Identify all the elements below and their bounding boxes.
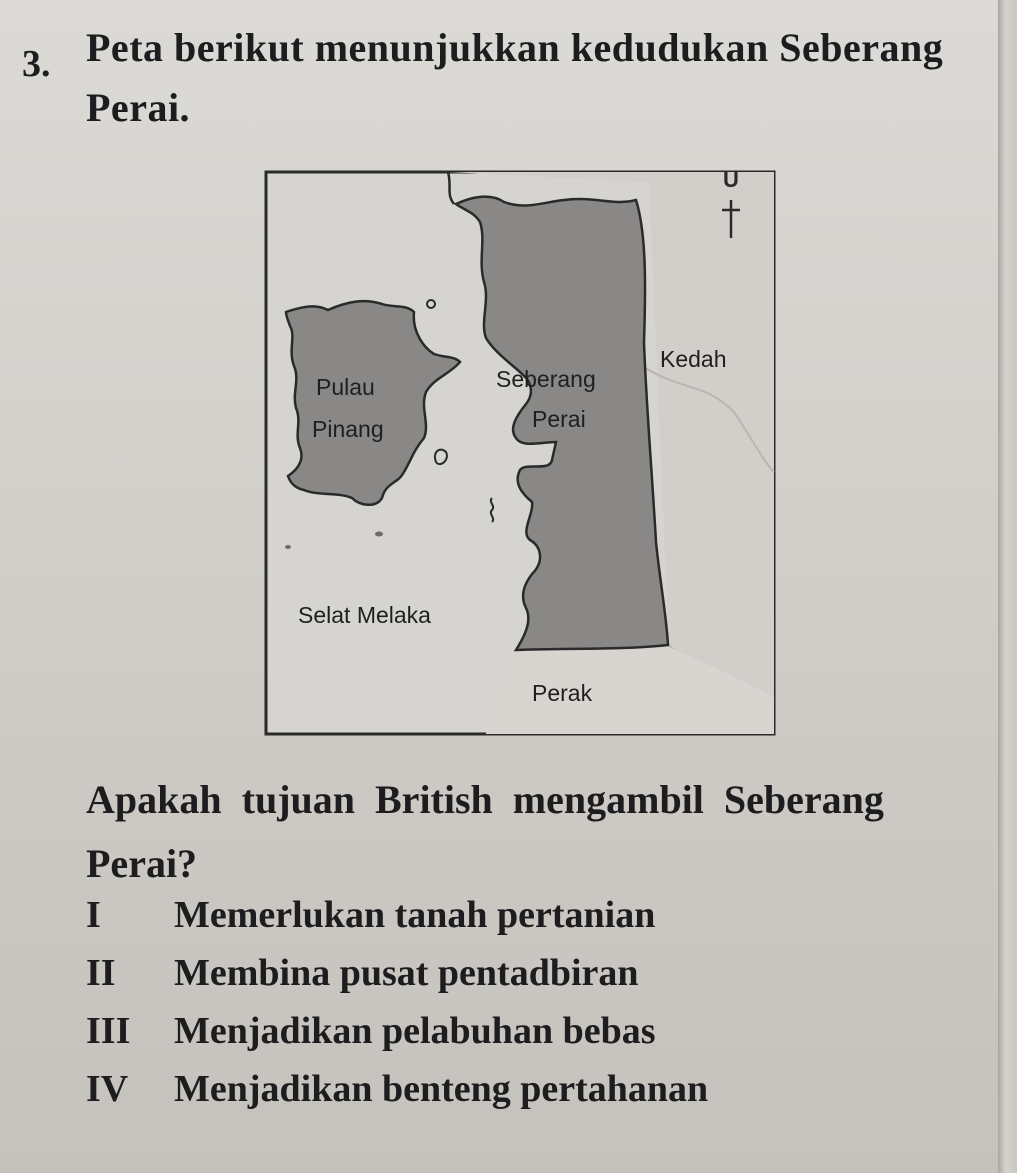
- option-ii: [86, 954, 639, 992]
- option-text: Menjadikan benteng pertahanan: [174, 1068, 709, 1110]
- islet: [285, 545, 291, 549]
- option-iv: [86, 1070, 708, 1108]
- option-numeral: I: [86, 894, 101, 936]
- option-text: Membina pusat pentadbiran: [174, 952, 639, 994]
- islet: [375, 532, 383, 537]
- option-i: [86, 896, 655, 934]
- option-iii: [86, 1012, 656, 1050]
- label-pulau: Pulau: [316, 374, 375, 400]
- question-intro: Peta berikut menunjukkan kedudukan Seberang Perai.: [86, 25, 944, 130]
- option-numeral: IV: [86, 1068, 129, 1110]
- question-text: Apakah tujuan British mengambil Seberang Perai?: [86, 777, 884, 886]
- islet: [427, 300, 435, 308]
- label-pinang: Pinang: [312, 416, 384, 442]
- option-text: Menjadikan pelabuhan bebas: [174, 1010, 656, 1052]
- label-kedah: Kedah: [660, 346, 727, 372]
- map-figure: [264, 142, 776, 736]
- option-numeral: II: [86, 952, 116, 994]
- question-number: 3.: [22, 43, 51, 85]
- label-perak: Perak: [532, 680, 593, 706]
- north-letter: U: [723, 167, 739, 192]
- option-text: Memerlukan tanah pertanian: [174, 894, 656, 936]
- label-perai: Perai: [532, 406, 586, 432]
- label-seberang: Seberang: [496, 366, 596, 392]
- label-selat-melaka: Selat Melaka: [298, 602, 431, 628]
- paper-edge: [998, 0, 1017, 1173]
- option-numeral: III: [86, 1010, 131, 1052]
